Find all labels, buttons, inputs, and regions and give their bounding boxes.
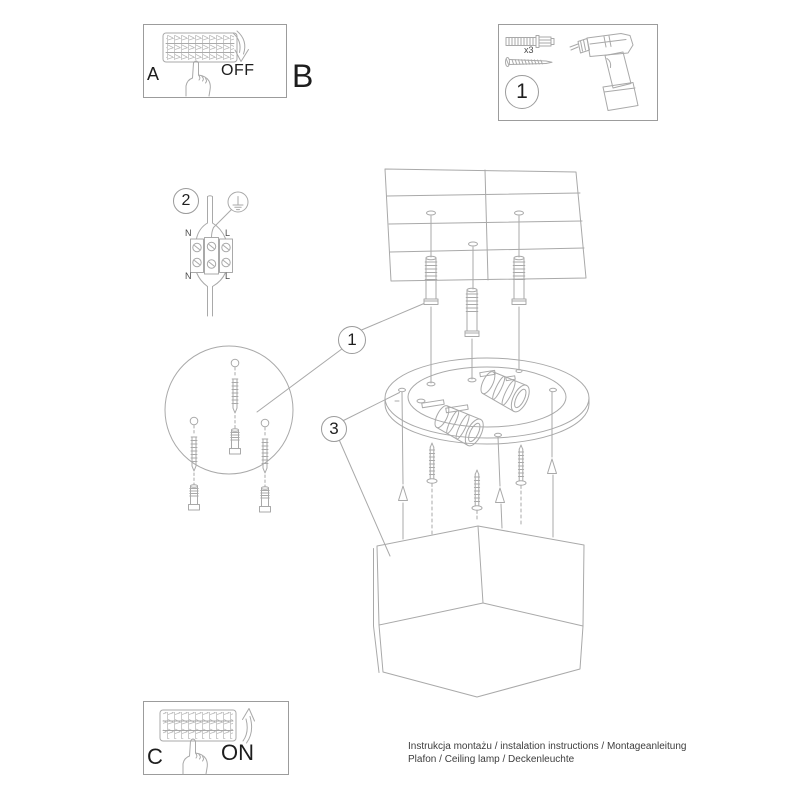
terminal-block: [191, 238, 233, 275]
footer-product-line: Plafon / Ceiling lamp / Deckenleuchte: [408, 754, 575, 765]
wiring-step-badge: [173, 188, 199, 214]
mounting-plate: [385, 358, 589, 449]
callout-plugs-number: 1: [347, 330, 357, 349]
step-b-label: B: [292, 58, 314, 94]
callout-1-leader-lines: [257, 304, 424, 413]
terminal-label-n-bottom: N: [185, 271, 192, 281]
terminal-label-l-top: L: [225, 228, 231, 238]
ground-symbol-icon: [228, 192, 248, 212]
step-a-label: A: [147, 64, 160, 84]
lamp-shade: [374, 526, 585, 697]
mounting-screws: [427, 443, 526, 534]
drill-icon: [570, 34, 638, 111]
switch-on-state: ON: [221, 740, 254, 765]
parts-box-number: 1: [516, 80, 528, 103]
arrow-up-icon: [243, 709, 255, 744]
terminal-label-n-top: N: [185, 228, 192, 238]
supply-cable-top: [208, 196, 213, 223]
detail-circle: [165, 346, 293, 512]
wiring-diagram: [191, 192, 249, 316]
step-c-label: C: [147, 744, 163, 769]
terminal-label-l-bottom: L: [225, 271, 231, 281]
arrow-down-icon: [234, 31, 249, 62]
lamp-socket: [477, 367, 533, 414]
pressing-hand-icon: [183, 739, 207, 774]
callout-shade-badge: [321, 416, 347, 442]
callout-shade-number: 3: [329, 419, 339, 438]
wiring-step-number: 2: [181, 192, 191, 209]
parts-box-number-badge: [505, 75, 539, 109]
callout-plugs-badge: [338, 326, 366, 354]
plug-quantity-label: x3: [524, 45, 534, 55]
ceiling-panel: [385, 169, 586, 281]
pressing-hand-icon: [186, 61, 210, 96]
lamp-cable-bottom: [208, 287, 213, 317]
screw-icon: [506, 58, 553, 67]
footer-title-line: Instrukcja montażu / instalation instructions / Montageanleitung: [408, 741, 687, 752]
switch-off-state: OFF: [221, 62, 255, 79]
